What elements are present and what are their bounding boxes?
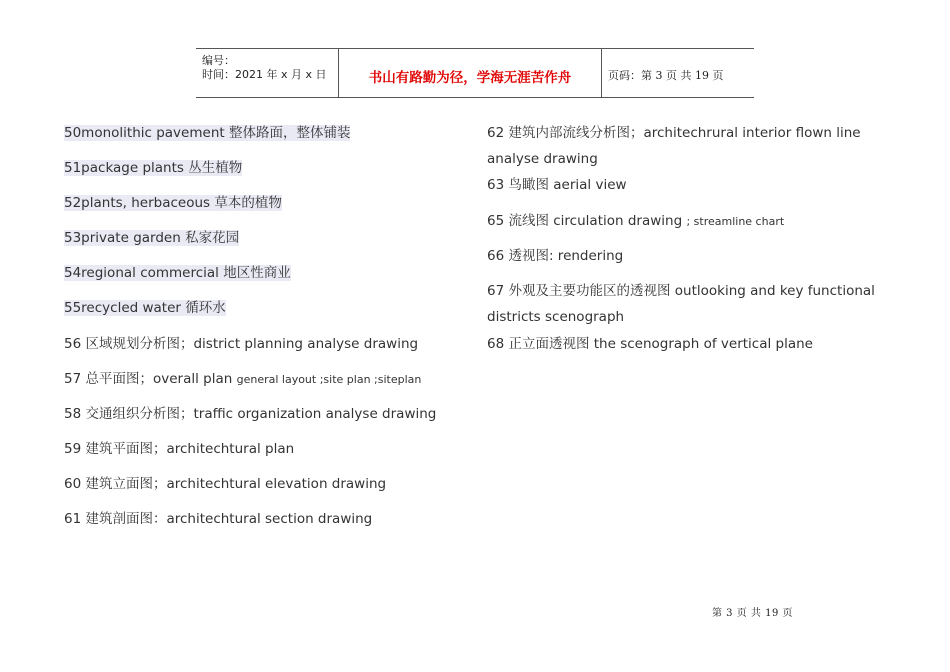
header-page-cell (602, 49, 754, 97)
glossary-entry: 56 区域规划分析图；district planning analyse drawing (64, 336, 419, 352)
date-label: 时间：2021 年 x 月 x 日 (202, 68, 327, 81)
glossary-entry: 61 建筑剖面图：architechtural section drawing (64, 511, 373, 527)
page-footer: 第 3 页 共 19 页 (712, 608, 793, 619)
glossary-entry: 53private garden 私家花园 (64, 230, 240, 246)
glossary-entry: 62 建筑内部流线分析图；architechrural interior flown line analyse drawing (487, 125, 861, 167)
entry-note: ; streamline chart (686, 215, 785, 228)
glossary-entry: 65 流线图 circulation drawing ; streamline chart (487, 213, 785, 229)
glossary-entry: 50monolithic pavement 整体路面，整体铺装 (64, 125, 351, 141)
glossary-entry: 55recycled water 循环水 (64, 300, 226, 316)
document-header (196, 48, 754, 98)
page-code: 页码：第 3 页 共 19 页 (608, 69, 724, 82)
number-label: 编号： (202, 54, 235, 67)
glossary-entry: 51package plants 丛生植物 (64, 160, 243, 176)
glossary-entry: 57 总平面图；overall plan general layout ;site plan ;siteplan (64, 371, 422, 387)
glossary-entry: 59 建筑平面图；architechtural plan (64, 441, 295, 457)
glossary-entry: 63 鸟瞰图 aerial view (487, 177, 627, 193)
glossary-entry: 52plants, herbaceous 草本的植物 (64, 195, 282, 211)
glossary-entry: 66 透视图: rendering (487, 248, 624, 264)
glossary-entry: 67 外观及主要功能区的透视图 outlooking and key functional districts scenograph (487, 283, 875, 325)
entry-note: general layout ;site plan ;siteplan (236, 373, 422, 386)
glossary-entry: 54regional commercial 地区性商业 (64, 265, 291, 281)
glossary-entry: 58 交通组织分析图；traffic organization analyse drawing (64, 406, 437, 422)
header-slogan-cell (339, 49, 602, 97)
glossary-entry: 68 正立面透视图 the scenograph of vertical plane (487, 336, 813, 352)
slogan: 书山有路勤为径，学海无涯苦作舟 (368, 70, 572, 86)
glossary-entry: 60 建筑立面图；architechtural elevation drawing (64, 476, 387, 492)
header-meta-cell (196, 49, 339, 97)
